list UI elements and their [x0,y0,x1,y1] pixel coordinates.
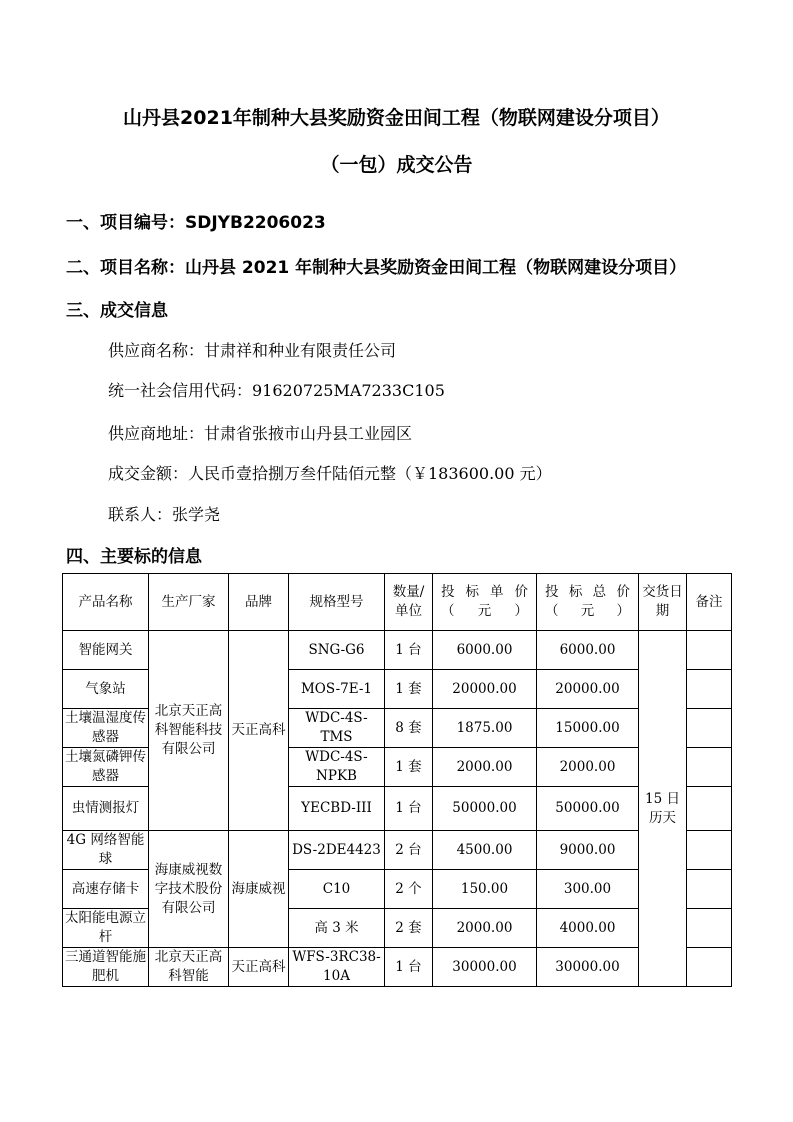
contact-person: 联系人：张学尧 [108,505,221,524]
cell-total-price: 15000.00 [537,709,639,748]
cell-model: SNG-G6 [289,631,385,670]
cell-qty: 2 套 [385,909,433,948]
cell-remark [687,909,732,948]
header-maker: 生产厂家 [149,574,229,631]
header-unit-price: 投标单价（元） [433,574,537,631]
credit-code: 统一社会信用代码：91620725MA7233C105 [108,381,445,400]
cell-model: WDC-4S-NPKB [289,748,385,787]
supplier-name: 供应商名称：甘肃祥和种业有限责任公司 [108,341,397,360]
cell-remark [687,709,732,748]
cell-model: YECBD-III [289,787,385,831]
notice-title-line1: 山丹县2021年制种大县奖励资金田间工程（物联网建设分项目） [123,107,670,129]
subject-info-heading: 四、主要标的信息 [66,547,202,567]
cell-qty: 1 套 [385,670,433,709]
cell-qty: 8 套 [385,709,433,748]
deal-amount: 成交金额：人民币壹拾捌万叁仟陆佰元整（￥183600.00 元） [108,464,552,483]
cell-remark [687,948,732,987]
cell-unit-price: 6000.00 [433,631,537,670]
project-name-heading: 二、项目名称：山丹县 2021 年制种大县奖励资金田间工程（物联网建设分项目） [66,258,687,278]
cell-unit-price: 150.00 [433,870,537,909]
cell-unit-price: 20000.00 [433,670,537,709]
cell-qty: 2 个 [385,870,433,909]
cell-remark [687,631,732,670]
header-delivery: 交货日期 [639,574,687,631]
cell-maker: 海康威视数字技术股份有限公司 [149,831,229,948]
cell-delivery: 15 日历天 [639,631,687,987]
header-model: 规格型号 [289,574,385,631]
table-row [63,831,732,870]
cell-total-price: 50000.00 [537,787,639,831]
cell-qty: 1 台 [385,631,433,670]
project-number-heading: 一、项目编号：SDJYB2206023 [66,213,326,233]
cell-model: DS-2DE4423 [289,831,385,870]
cell-total-price: 9000.00 [537,831,639,870]
cell-name: 土壤氮磷钾传感器 [63,748,149,787]
cell-remark [687,670,732,709]
table-row [63,631,732,670]
cell-total-price: 30000.00 [537,948,639,987]
subject-table [62,573,732,987]
cell-unit-price: 2000.00 [433,748,537,787]
cell-qty: 1 台 [385,787,433,831]
cell-model: 高 3 米 [289,909,385,948]
cell-name: 太阳能电源立杆 [63,909,149,948]
table-header-row [63,574,732,631]
header-name: 产品名称 [63,574,149,631]
cell-unit-price: 1875.00 [433,709,537,748]
cell-name: 土壤温湿度传感器 [63,709,149,748]
cell-model: WDC-4S-TMS [289,709,385,748]
cell-unit-price: 4500.00 [433,831,537,870]
cell-maker: 北京天正高科智能 [149,948,229,987]
cell-name: 高速存储卡 [63,870,149,909]
notice-title-line2: （一包）成交公告 [320,154,473,176]
deal-info-heading: 三、成交信息 [66,301,168,321]
cell-remark [687,870,732,909]
cell-qty: 2 台 [385,831,433,870]
header-brand: 品牌 [229,574,289,631]
cell-brand: 海康威视 [229,831,289,948]
cell-remark [687,787,732,831]
cell-unit-price: 30000.00 [433,948,537,987]
cell-name: 4G 网络智能球 [63,831,149,870]
cell-total-price: 2000.00 [537,748,639,787]
cell-name: 智能网关 [63,631,149,670]
header-qty: 数量/单位 [385,574,433,631]
cell-qty: 1 台 [385,948,433,987]
cell-name: 三通道智能施肥机 [63,948,149,987]
cell-total-price: 20000.00 [537,670,639,709]
cell-model: WFS-3RC38-10A [289,948,385,987]
cell-unit-price: 50000.00 [433,787,537,831]
cell-total-price: 6000.00 [537,631,639,670]
table-row [63,948,732,987]
cell-name: 虫情测报灯 [63,787,149,831]
cell-maker: 北京天正高科智能科技有限公司 [149,631,229,831]
cell-qty: 1 套 [385,748,433,787]
cell-brand: 天正高科 [229,948,289,987]
header-remark: 备注 [687,574,732,631]
cell-remark [687,831,732,870]
cell-name: 气象站 [63,670,149,709]
cell-model: C10 [289,870,385,909]
cell-remark [687,748,732,787]
header-total-price: 投标总价（元） [537,574,639,631]
cell-brand: 天正高科 [229,631,289,831]
cell-total-price: 300.00 [537,870,639,909]
cell-model: MOS-7E-1 [289,670,385,709]
cell-unit-price: 2000.00 [433,909,537,948]
cell-total-price: 4000.00 [537,909,639,948]
supplier-address: 供应商地址：甘肃省张掖市山丹县工业园区 [108,424,413,443]
